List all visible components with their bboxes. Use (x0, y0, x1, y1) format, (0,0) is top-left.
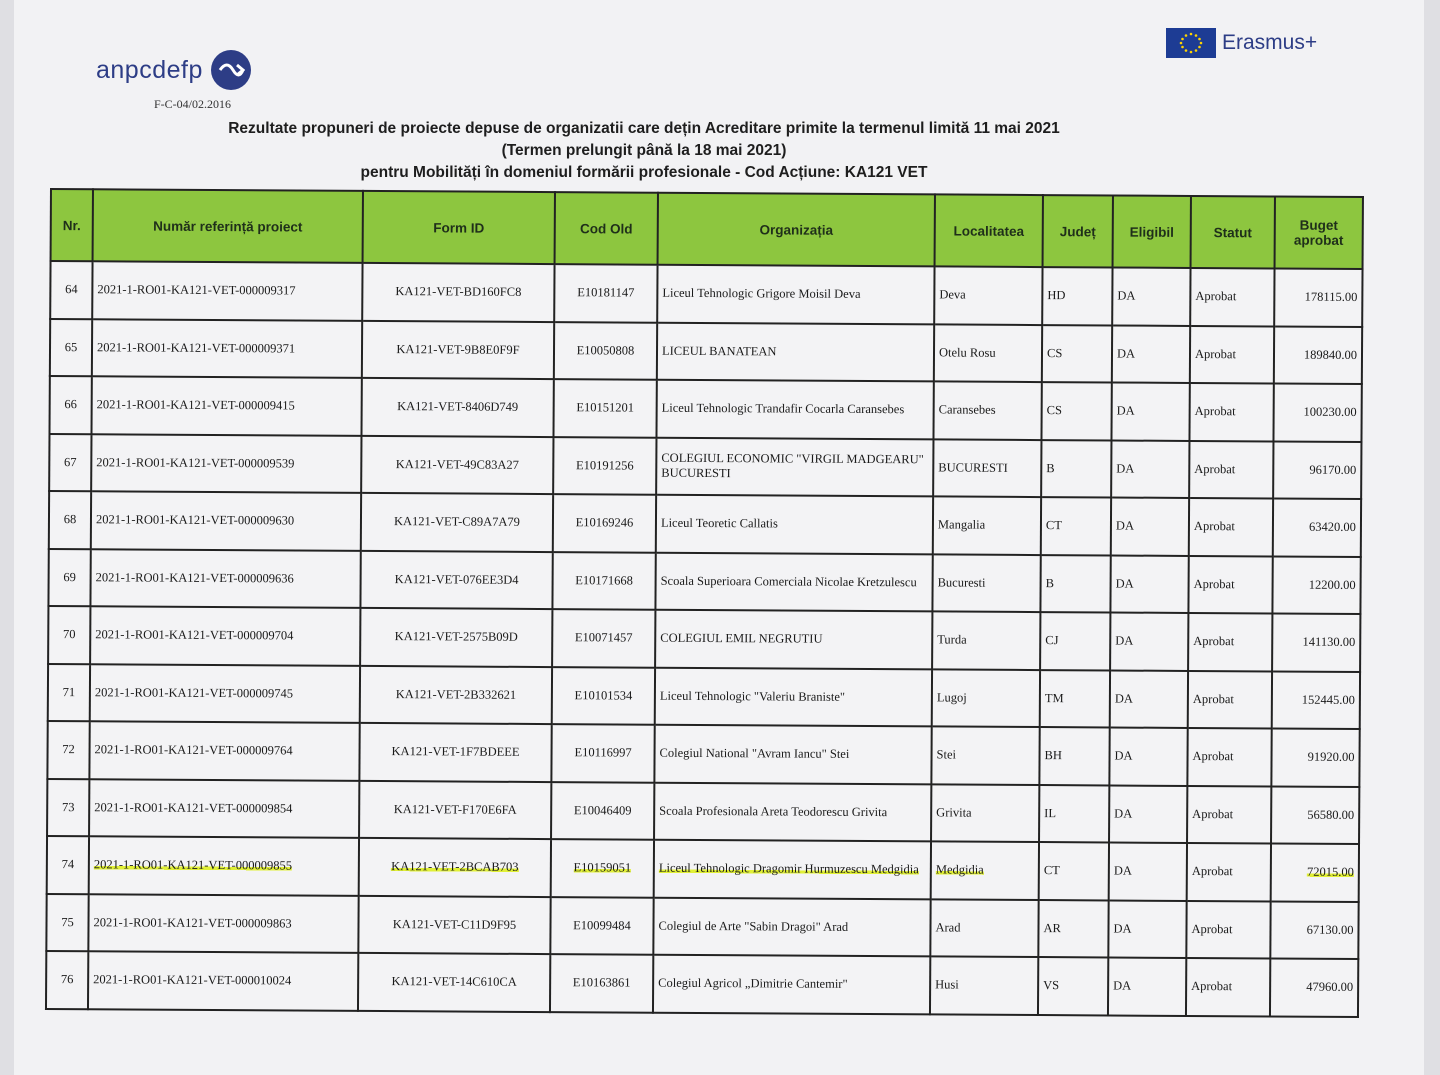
cell-nr-text: 67 (64, 454, 77, 469)
cell-ref (90, 606, 360, 665)
col-header-localitatea: Localitatea (935, 194, 1043, 267)
cell-buget-text: 12200.00 (1308, 577, 1356, 592)
cell-form-id-text: KA121-VET-49C83A27 (395, 456, 519, 472)
cell-buget (1273, 441, 1361, 499)
cell-localitatea-text: Otelu Rosu (938, 345, 996, 360)
cell-judet-text: CS (1046, 403, 1062, 418)
cell-localitatea-text: Lugoj (936, 690, 967, 705)
cell-buget (1270, 958, 1358, 1016)
cell-eligibil (1111, 440, 1189, 498)
cell-statut-text: Aprobat (1194, 404, 1236, 419)
cell-ref-text: 2021-1-RO01-KA121-VET-000009855 (93, 857, 293, 873)
cell-statut (1190, 268, 1274, 326)
table-row (48, 606, 1360, 672)
cell-localitatea-text: Husi (935, 977, 959, 992)
col-header-buget: Buget aprobat (1275, 196, 1363, 269)
cell-form-id (360, 608, 552, 667)
cell-buget (1273, 498, 1361, 556)
cell-nr-text: 71 (62, 684, 76, 699)
cell-organizatia-text: LICEUL BANATEAN (661, 343, 777, 359)
cell-judet (1041, 497, 1111, 555)
cell-ref (88, 894, 358, 953)
cell-organizatia (654, 840, 931, 899)
cell-cod-old (553, 437, 656, 495)
cell-form-id (360, 665, 552, 724)
cell-cod-old (554, 322, 657, 380)
cell-cod-old-text: E10163861 (572, 975, 631, 990)
erasmus-logo (1166, 28, 1317, 58)
table-row (48, 548, 1360, 614)
cell-organizatia-text: Liceul Tehnologic "Valeriu Braniste" (659, 688, 846, 704)
cell-eligibil-text: DA (1115, 576, 1134, 591)
table-row (46, 951, 1358, 1017)
table-row (46, 893, 1358, 959)
cell-buget-text: 67130.00 (1306, 922, 1354, 937)
cell-cod-old (550, 897, 653, 955)
cell-buget-text: 141130.00 (1302, 634, 1356, 650)
cell-cod-old (553, 494, 656, 552)
table-row (49, 491, 1361, 557)
title-line-2: (Termen prelungit până la 18 mai 2021) (501, 142, 787, 159)
cell-organizatia-text: Liceul Tehnologic Grigore Moisil Deva (662, 285, 861, 302)
cell-ref-text: 2021-1-RO01-KA121-VET-000009371 (96, 340, 296, 356)
cell-cod-old (553, 379, 656, 437)
cell-eligibil (1112, 325, 1190, 383)
cell-organizatia-text: COLEGIUL EMIL NEGRUTIU (660, 630, 823, 646)
cell-judet-text: AR (1043, 920, 1061, 935)
cell-form-id (361, 378, 553, 437)
cell-nr (50, 376, 92, 434)
cell-cod-old (554, 264, 657, 322)
cell-statut (1186, 900, 1270, 958)
cell-form-id-text: KA121-VET-2B332621 (395, 686, 517, 702)
cell-statut (1187, 728, 1271, 786)
cell-buget (1270, 901, 1358, 959)
cell-organizatia (653, 955, 930, 1014)
cell-form-id-text: KA121-VET-076EE3D4 (394, 571, 519, 587)
cell-judet (1041, 382, 1111, 440)
cell-organizatia (655, 667, 932, 726)
cell-localitatea (932, 669, 1040, 727)
cell-statut-text: Aprobat (1193, 576, 1235, 591)
cell-form-id-text: KA121-VET-1F7BDEEE (391, 744, 520, 760)
cell-eligibil-text: DA (1114, 691, 1134, 706)
cell-organizatia-text: Liceul Tehnologic Dragomir Hurmuzescu Medgidia (658, 860, 919, 877)
anpcdefp-logo (96, 50, 251, 90)
cell-statut (1188, 613, 1272, 671)
cell-eligibil (1109, 727, 1187, 785)
cell-localitatea (931, 841, 1039, 899)
cell-localitatea-text: Mangalia (937, 517, 986, 532)
cell-statut-text: Aprobat (1193, 519, 1235, 534)
cell-eligibil-text: DA (1116, 346, 1136, 361)
cell-localitatea-text: Turda (937, 632, 967, 647)
cell-eligibil (1108, 957, 1186, 1015)
cell-eligibil-text: DA (1113, 978, 1132, 993)
cell-organizatia-text: COLEGIUL ECONOMIC "VIRGIL MADGEARU" BUCURESTI (661, 450, 924, 481)
cell-localitatea (932, 554, 1040, 612)
cell-form-id (359, 838, 551, 897)
col-header-ref: Număr referință proiect (93, 189, 363, 263)
cell-nr-text: 68 (63, 512, 77, 527)
cell-judet (1040, 670, 1110, 728)
cell-ref-text: 2021-1-RO01-KA121-VET-000009764 (94, 742, 293, 758)
form-code: F-C-04/02.2016 (154, 97, 232, 111)
cell-eligibil (1108, 900, 1186, 958)
cell-form-id (358, 953, 550, 1012)
cell-judet (1040, 612, 1110, 670)
cell-nr-text: 69 (63, 569, 76, 584)
cell-form-id-text: KA121-VET-C11D9F95 (392, 916, 517, 932)
cell-organizatia-text: Colegiul de Arte "Sabin Dragoi" Arad (658, 918, 849, 934)
cell-cod-old (551, 724, 654, 782)
cell-form-id (362, 263, 554, 322)
cell-localitatea (933, 381, 1041, 439)
cell-statut-text: Aprobat (1194, 461, 1236, 476)
col-header-nr: Nr. (51, 189, 93, 261)
cell-judet (1042, 325, 1112, 383)
table-row (50, 261, 1362, 327)
cell-ref (89, 779, 359, 838)
cell-nr-text: 70 (62, 627, 76, 642)
cell-judet-text: IL (1044, 805, 1057, 820)
cell-localitatea-text: Arad (935, 920, 961, 935)
cell-localitatea-text: BUCURESTI (938, 460, 1008, 475)
cell-nr-text: 72 (62, 742, 75, 757)
cell-statut (1189, 440, 1273, 498)
cell-judet (1038, 957, 1108, 1015)
table-row (48, 663, 1360, 729)
cell-nr (48, 606, 90, 664)
arrow-circle-logo-icon (211, 50, 251, 90)
cell-buget (1272, 613, 1360, 671)
cell-organizatia (656, 495, 933, 554)
cell-eligibil (1111, 497, 1189, 555)
table-row (50, 376, 1362, 442)
cell-organizatia (656, 437, 933, 496)
cell-cod-old (552, 552, 655, 610)
cell-buget (1274, 268, 1362, 326)
cell-organizatia-text: Scoala Profesionala Areta Teodorescu Grivita (659, 803, 888, 819)
cell-cod-old-text: E10151201 (576, 400, 635, 415)
cell-nr (48, 663, 90, 721)
cell-localitatea (932, 611, 1040, 669)
cell-organizatia (654, 725, 931, 784)
cell-cod-old (552, 667, 655, 725)
cell-statut (1189, 498, 1273, 556)
cell-statut (1190, 325, 1274, 383)
document-title (14, 118, 1274, 184)
cell-ref-text: 2021-1-RO01-KA121-VET-000009630 (95, 512, 295, 528)
table-row (47, 836, 1359, 902)
cell-statut (1187, 843, 1271, 901)
cell-form-id (359, 723, 551, 782)
cell-buget-text: 178115.00 (1304, 289, 1358, 305)
cell-nr (49, 491, 91, 549)
cell-cod-old-text: E10046409 (573, 802, 632, 818)
cell-localitatea (934, 266, 1042, 324)
cell-judet-text: CT (1043, 863, 1060, 878)
cell-nr-text: 73 (61, 799, 75, 814)
cell-organizatia-text: Colegiul Agricol „Dimitrie Cantemir" (658, 975, 848, 992)
cell-organizatia (657, 265, 934, 324)
cell-judet-text: TM (1044, 690, 1064, 705)
cell-cod-old-text: E10169246 (575, 515, 634, 530)
cell-buget-text: 72015.00 (1306, 864, 1354, 880)
cell-localitatea-text: Caransebes (938, 402, 996, 418)
cell-localitatea-text: Bucuresti (937, 575, 986, 590)
cell-localitatea (930, 956, 1038, 1014)
cell-localitatea (930, 899, 1038, 957)
cell-organizatia-text: Scoala Superioara Comerciala Nicolae Kretzulescu (660, 573, 917, 590)
cell-eligibil-text: DA (1114, 806, 1133, 821)
cell-organizatia-text: Colegiul National "Avram Iancu" Stei (659, 745, 850, 762)
cell-judet-text: HD (1047, 288, 1066, 303)
cell-buget (1271, 728, 1359, 786)
cell-statut-text: Aprobat (1192, 691, 1234, 706)
cell-ref-text: 2021-1-RO01-KA121-VET-000009317 (97, 282, 296, 298)
cell-ref-text: 2021-1-RO01-KA121-VET-000009854 (94, 800, 293, 816)
table-row (50, 319, 1362, 385)
cell-statut-text: Aprobat (1195, 289, 1237, 304)
cell-form-id-text: KA121-VET-F170E6FA (393, 801, 517, 817)
cell-organizatia-text: Liceul Tehnologic Trandafir Cocarla Caransebes (661, 400, 905, 417)
cell-buget (1274, 326, 1362, 384)
cell-eligibil (1110, 670, 1188, 728)
cell-form-id-text: KA121-VET-2575B09D (394, 629, 518, 645)
table-header-row (51, 189, 1363, 269)
cell-cod-old (551, 782, 654, 840)
cell-judet-text: CJ (1045, 633, 1059, 648)
cell-buget (1272, 556, 1360, 614)
cell-cod-old-text: E10159051 (573, 860, 632, 875)
cell-localitatea (933, 496, 1041, 554)
cell-nr (47, 721, 89, 779)
cell-cod-old-text: E10181147 (577, 285, 635, 300)
erasmus-logo-text: Erasmus+ (1222, 31, 1318, 54)
cell-nr-text: 64 (65, 282, 78, 297)
cell-judet-text: BH (1044, 748, 1062, 763)
table-body (46, 261, 1363, 1017)
cell-form-id-text: KA121-VET-9B8E0F9F (396, 341, 520, 357)
cell-cod-old-text: E10116997 (574, 745, 632, 760)
cell-judet (1042, 267, 1112, 325)
cell-statut (1188, 670, 1272, 728)
title-line-1: Rezultate propuneri de proiecte depuse de organizatii care dețin Acreditare primite la termenul limită 11 mai 2021 (228, 120, 1060, 137)
col-header-form-id: Form ID (363, 191, 555, 264)
cell-judet (1039, 785, 1109, 843)
cell-statut (1187, 785, 1271, 843)
cell-ref (90, 664, 360, 723)
cell-form-id (361, 493, 553, 552)
cell-statut-text: Aprobat (1193, 634, 1235, 649)
cell-ref (91, 376, 361, 435)
title-line-3: pentru Mobilități în domeniul formării profesionale - Cod Acțiune: KA121 VET (360, 164, 928, 181)
cell-statut-text: Aprobat (1191, 979, 1233, 994)
cell-ref-text: 2021-1-RO01-KA121-VET-000009539 (96, 455, 295, 471)
cell-judet (1041, 440, 1111, 498)
cell-organizatia (654, 782, 931, 841)
cell-nr (46, 893, 88, 951)
cell-organizatia (655, 610, 932, 669)
cell-statut-text: Aprobat (1191, 921, 1233, 936)
cell-buget (1273, 383, 1361, 441)
cell-ref-text: 2021-1-RO01-KA121-VET-000009415 (96, 397, 295, 413)
table-row (47, 778, 1359, 844)
cell-form-id-text: KA121-VET-8406D749 (397, 399, 519, 415)
cell-localitatea-text: Medgidia (935, 862, 984, 877)
anpcdefp-logo-text: anpcdefp (96, 55, 203, 84)
cell-eligibil-text: DA (1117, 288, 1136, 303)
cell-cod-old (550, 954, 653, 1012)
cell-form-id-text: KA121-VET-2BCAB703 (391, 859, 519, 875)
cell-eligibil-text: DA (1114, 748, 1133, 763)
cell-cod-old (551, 839, 654, 897)
cell-buget-text: 100230.00 (1303, 404, 1357, 420)
cell-localitatea-text: Stei (936, 747, 957, 762)
cell-ref (92, 319, 362, 378)
cell-eligibil (1109, 785, 1187, 843)
cell-ref-text: 2021-1-RO01-KA121-VET-000009863 (93, 915, 292, 931)
col-header-eligibil: Eligibil (1113, 195, 1191, 267)
cell-form-id (359, 780, 551, 839)
cell-judet (1039, 842, 1109, 900)
cell-nr-text: 75 (61, 914, 74, 929)
cell-ref-text: 2021-1-RO01-KA121-VET-000009704 (95, 627, 294, 643)
cell-ref-text: 2021-1-RO01-KA121-VET-000009745 (94, 685, 294, 701)
cell-eligibil (1110, 555, 1188, 613)
cell-judet (1038, 900, 1108, 958)
table-row (47, 721, 1359, 787)
cell-ref-text: 2021-1-RO01-KA121-VET-000010024 (93, 972, 292, 988)
cell-organizatia (657, 322, 934, 381)
cell-cod-old-text: E10099484 (573, 917, 631, 933)
cell-cod-old-text: E10071457 (574, 630, 633, 645)
table-row (49, 434, 1361, 500)
cell-localitatea (931, 784, 1039, 842)
cell-statut-text: Aprobat (1192, 749, 1234, 764)
cell-form-id-text: KA121-VET-C89A7A79 (393, 514, 520, 530)
cell-buget (1271, 843, 1359, 901)
cell-form-id (358, 895, 550, 954)
col-header-cod-old: Cod Old (555, 192, 658, 265)
cell-nr-text: 65 (64, 339, 78, 354)
cell-nr-text: 74 (61, 857, 75, 872)
scanned-page (14, 0, 1424, 1075)
cell-buget-text: 63420.00 (1309, 519, 1356, 535)
cell-buget (1272, 671, 1360, 729)
cell-nr (47, 836, 89, 894)
cell-nr (50, 261, 92, 319)
cell-judet-text: VS (1043, 978, 1060, 993)
cell-buget-text: 47960.00 (1306, 979, 1354, 995)
cell-eligibil-text: DA (1113, 863, 1132, 878)
cell-form-id-text: KA121-VET-14C610CA (391, 974, 517, 990)
cell-nr-text: 66 (64, 397, 77, 412)
cell-localitatea (934, 324, 1042, 382)
cell-buget-text: 152445.00 (1301, 692, 1355, 707)
col-header-statut: Statut (1191, 196, 1275, 269)
cell-judet-text: B (1046, 460, 1055, 475)
cell-cod-old-text: E10050808 (576, 342, 635, 358)
cell-eligibil-text: DA (1116, 403, 1135, 418)
cell-eligibil-text: DA (1116, 461, 1135, 476)
cell-eligibil-text: DA (1115, 633, 1134, 648)
cell-localitatea-text: Grivita (936, 805, 972, 820)
cell-ref (89, 836, 359, 895)
cell-judet (1039, 727, 1109, 785)
cell-nr-text: 76 (60, 972, 74, 987)
cell-form-id-text: KA121-VET-BD160FC8 (395, 284, 522, 300)
cell-eligibil-text: DA (1113, 921, 1132, 936)
cell-cod-old-text: E10171668 (575, 572, 633, 588)
cell-buget-text: 96170.00 (1309, 462, 1357, 477)
cell-buget-text: 56580.00 (1307, 807, 1355, 822)
results-table (45, 188, 1364, 1018)
cell-form-id (360, 550, 552, 609)
cell-organizatia (655, 552, 932, 611)
cell-cod-old-text: E10191256 (575, 457, 634, 473)
cell-nr (47, 778, 89, 836)
cell-nr (50, 319, 92, 377)
cell-eligibil (1111, 382, 1189, 440)
cell-judet-text: B (1045, 575, 1054, 590)
cell-form-id (362, 320, 554, 379)
cell-ref (92, 261, 362, 320)
cell-judet-text: CT (1045, 518, 1062, 533)
cell-statut (1188, 555, 1272, 613)
cell-buget (1271, 786, 1359, 844)
cell-organizatia-text: Liceul Teoretic Callatis (660, 515, 778, 531)
cell-ref (91, 434, 361, 493)
cell-statut-text: Aprobat (1192, 806, 1234, 821)
cell-localitatea-text: Deva (939, 287, 966, 302)
col-header-judet: Județ (1043, 195, 1113, 267)
cell-eligibil-text: DA (1115, 518, 1135, 533)
cell-organizatia (653, 897, 930, 956)
cell-statut-text: Aprobat (1194, 346, 1237, 361)
cell-cod-old (552, 609, 655, 667)
cell-nr (48, 548, 90, 606)
cell-nr (49, 434, 91, 492)
cell-buget-text: 189840.00 (1303, 347, 1358, 362)
cell-nr (46, 951, 88, 1009)
cell-statut (1186, 958, 1270, 1016)
cell-cod-old-text: E10101534 (574, 687, 633, 703)
cell-ref (88, 951, 358, 1010)
cell-ref (89, 721, 359, 780)
cell-judet (1040, 555, 1110, 613)
col-header-organizatia: Organizația (658, 193, 935, 267)
cell-eligibil (1112, 267, 1190, 325)
cell-buget-text: 91920.00 (1307, 749, 1355, 765)
cell-form-id (361, 435, 553, 494)
cell-eligibil (1109, 842, 1187, 900)
cell-statut-text: Aprobat (1191, 864, 1233, 879)
cell-ref-text: 2021-1-RO01-KA121-VET-000009636 (95, 570, 294, 586)
cell-localitatea (931, 726, 1039, 784)
cell-eligibil (1110, 612, 1188, 670)
cell-ref (90, 549, 360, 608)
cell-ref (91, 491, 361, 550)
cell-statut (1189, 383, 1273, 441)
cell-judet-text: CS (1046, 345, 1063, 360)
eu-flag-icon (1166, 28, 1216, 58)
cell-organizatia (656, 380, 933, 439)
cell-localitatea (933, 439, 1041, 497)
